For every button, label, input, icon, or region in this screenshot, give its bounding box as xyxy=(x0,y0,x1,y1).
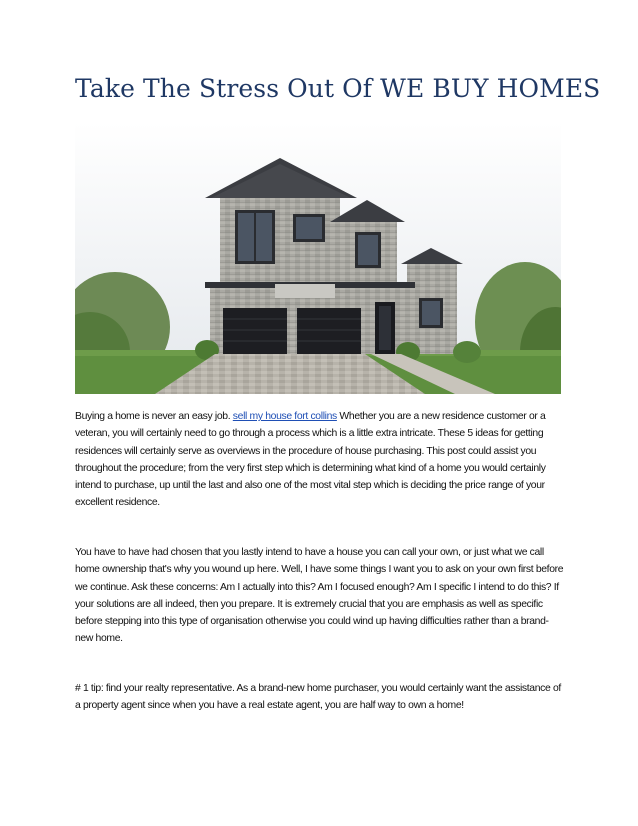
house-photo xyxy=(75,122,561,394)
paragraph-intro-body: Whether you are a new residence customer or a veteran, you will certainly need to go through a process which is a little extra intricate. These 5 ideas for getting residences will certainly serve as overviews in the procedure of house purchasing. This post could assist you throughout the procedure; from the very first step which is determining what kind of a home you would certainly intend to purchase, up until the last and also one of the most vital step which is deciding the price range of your excellent residence. xyxy=(75,411,546,509)
paragraph-tip-one: # 1 tip: find your realty representative. As a brand-new home purchaser, you would certainly want the assistance of a property agent since when you have a real estate agent, you are half way to own a home! xyxy=(75,683,561,712)
page-title: Take The Stress Out Of WE BUY HOMES xyxy=(75,74,601,103)
sell-house-link[interactable]: sell my house fort collins xyxy=(232,411,337,422)
paragraph-intro-lead: Buying a home is never an easy job. xyxy=(75,411,233,422)
paragraph-intro xyxy=(75,408,565,512)
paragraph-ownership: You have to have had chosen that you lastly intend to have a house you can call your own, or just what we call home ownership that's why you wound up here. Well, I have some things I want you to ask on your own first before we continue. Ask these concerns: Am I actually into this? Am I focused enough? Am I specific I intend to do this? If your solutions are all indeed, then you prepare. It is extremely crucial that you are emphasis as well as specific before stepping into this type of organisation otherwise you could wind up having difficulties rather than a brand-new home. xyxy=(75,547,564,645)
